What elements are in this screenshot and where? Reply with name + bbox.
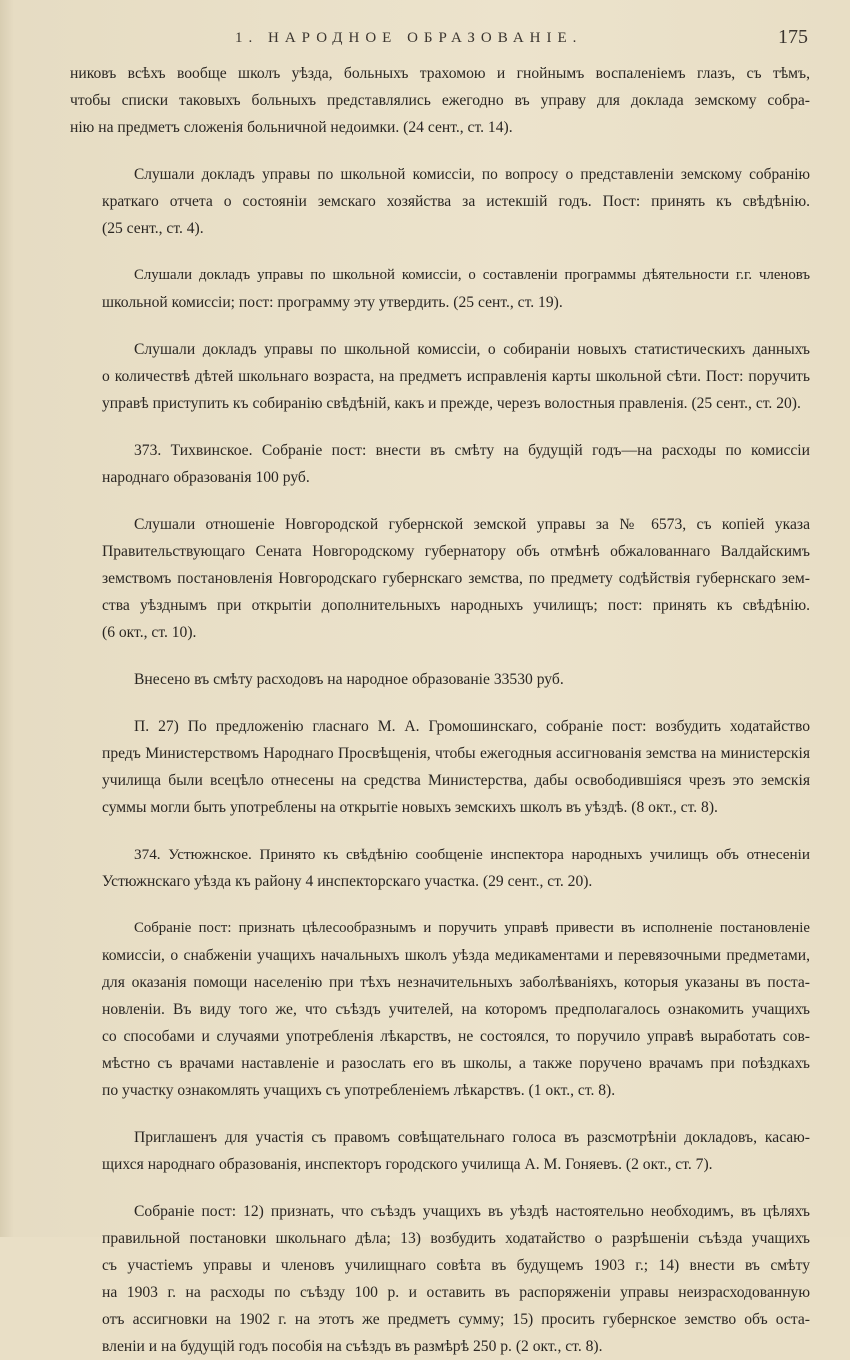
paragraph <box>70 1198 810 1360</box>
text-line: о количествѣ дѣтей школьнаго возраста, на предметъ исправленія карты школьной сѣти. Пост: поручить <box>102 368 810 385</box>
text-line: новленіи. Въ виду того же, что съѣздъ учителей, на которомъ предполагалось ознакомить учащихъ <box>102 1001 810 1018</box>
paragraph <box>70 336 810 417</box>
text-line: Устюжнскаго уѣзда къ району 4 инспекторскаго участка. (29 сент., ст. 20). <box>102 873 593 890</box>
text-line: для оказанія помощи населенію при тѣхъ незначительныхъ заболѣваніяхъ, которыя указаны въ поста- <box>102 974 810 991</box>
page-number: 175 <box>778 26 808 48</box>
paragraph <box>70 511 810 646</box>
text-line: мѣстно съ врачами наставленіе и разослать его въ школы, а также поручено врачамъ при поѣздкахъ <box>102 1055 810 1072</box>
paragraph <box>70 841 810 895</box>
text-line: Собраніе пост: признать цѣлесообразнымъ и поручить управѣ привести въ исполненіе постановленіе <box>134 920 810 936</box>
text-line: управѣ приступить къ собиранію свѣдѣній, какъ и прежде, черезъ волостныя правленія. (25 сент., ст. 20). <box>102 395 801 412</box>
text-line: на 1903 г. на расходы по съѣзду 100 р. и оставить въ распоряженіи управы неизрасходованную <box>102 1284 810 1301</box>
text-line: никовъ всѣхъ вообще школъ уѣзда, больныхъ трахомою и гнойнымъ воспаленіемъ глазъ, съ тѣмъ, <box>70 65 810 82</box>
text-line: краткаго отчета о состояніи земскаго хозяйства за истекшій годъ. Пост: принять къ свѣдѣнію. <box>102 193 810 210</box>
text-line: 373. Тихвинское. Собраніе пост: внести въ смѣту на будущій годъ—на расходы по комиссіи <box>134 442 810 459</box>
text-line: ства уѣзднымъ при открытіи дополнительныхъ народныхъ училищъ; пост: принять къ свѣдѣнію. <box>102 597 810 614</box>
text-line: Слушали отношеніе Новгородской губернской земской управы за № 6573, съ копіей указа <box>134 516 810 533</box>
text-line: 374. Устюжнское. Принято къ свѣдѣнію сообщеніе инспектора народныхъ училищъ объ отнесеніи <box>134 846 810 863</box>
text-line: Правительствующаго Сената Новгородскому губернатору объ отмѣнѣ обжалованнаго Валдайскимъ <box>102 543 810 560</box>
section-title: 1. НАРОДНОЕ ОБРАЗОВАНІЕ. <box>235 30 583 46</box>
text-line: (6 окт., ст. 10). <box>102 624 197 641</box>
text-line: съ участіемъ управы и членовъ училищнаго совѣта въ будущемъ 1903 г.; 14) внести въ смѣту <box>102 1257 810 1274</box>
paragraph <box>70 666 810 693</box>
text-line: суммы могли быть употреблены на открытіе новыхъ земскихъ школъ въ уѣздѣ. (8 окт., ст. 8). <box>102 799 718 816</box>
running-header <box>70 22 810 60</box>
paragraph <box>70 161 810 242</box>
text-line: Внесено въ смѣту расходовъ на народное образованіе 33530 руб. <box>134 671 564 688</box>
text-line: Слушали докладъ управы по школьной комиссіи, о собираніи новыхъ статистическихъ данныхъ <box>134 341 810 358</box>
text-line: Слушали докладъ управы по школьной комиссіи, о составленіи программы дѣятельности г.г. членовъ <box>134 267 810 283</box>
text-line: народнаго образованія 100 руб. <box>102 469 310 486</box>
text-line: (25 сент., ст. 4). <box>102 220 204 237</box>
text-line: П. 27) По предложенію гласнаго М. А. Громошинскаго, собраніе пост: возбудить ходатайство <box>134 718 810 735</box>
text-line: предъ Министерствомъ Народнаго Просвѣщенія, чтобы ежегодныя ассигнованія земства на министерскія <box>102 745 810 762</box>
text-line: Слушали докладъ управы по школьной комиссіи, по вопросу о представленіи земскому собранію <box>134 166 810 183</box>
text-line: Собраніе пост: 12) признать, что съѣздъ учащихъ въ уѣздѣ настоятельно необходимъ, въ цѣляхъ <box>134 1203 810 1220</box>
text-line: со способами и случаями употребленія лѣкарствъ, не состоялся, то поручило управѣ выработать сов- <box>102 1028 810 1045</box>
text-line: по участку ознакомлять учащихъ съ употребленіемъ лѣкарствъ. (1 окт., ст. 8). <box>102 1082 616 1099</box>
paragraph <box>70 915 810 1104</box>
paragraph <box>70 60 810 141</box>
text-line: вленіи и на будущій годъ пособія на съѣздъ въ размѣрѣ 250 р. (2 окт., ст. 8). <box>102 1338 603 1355</box>
paragraph <box>70 262 810 316</box>
paragraph <box>70 713 810 821</box>
paragraph <box>70 1124 810 1178</box>
text-line: правильной постановки школьнаго дѣла; 13) возбудить ходатайство о разрѣшеніи съѣзда учащихъ <box>102 1230 810 1247</box>
paragraph <box>70 437 810 491</box>
text-line: школьной комиссіи; пост: программу эту утвердить. (25 сент., ст. 19). <box>102 294 563 311</box>
text-line: Приглашенъ для участія съ правомъ совѣщательнаго голоса въ разсмотрѣніи докладовъ, касаю- <box>134 1129 810 1146</box>
text-line: училища были всецѣло отнесены на средства Министерства, дабы освободившіяся чрезъ это земскія <box>102 772 810 789</box>
text-line: щихся народнаго образованія, инспекторъ городского училища А. М. Гоняевъ. (2 окт., ст. 7). <box>102 1156 713 1173</box>
text-line: нію на предметъ сложенія больничной недоимки. (24 сент., ст. 14). <box>70 119 513 136</box>
text-line: земствомъ постановленія Новгородскаго губернскаго земства, по предмету содѣйствія губернскаго зем- <box>102 570 810 587</box>
text-line: комиссіи, о снабженіи учащихъ начальныхъ школъ уѣзда медикаментами и перевязочными предметами, <box>102 947 810 964</box>
text-line: отъ ассигновки на 1902 г. на этотъ же предметъ сумму; 15) просить губернское земство объ оста- <box>102 1311 810 1328</box>
text-line: чтобы списки таковыхъ больныхъ представлялись ежегодно въ управу для доклада земскому собра- <box>70 92 810 109</box>
